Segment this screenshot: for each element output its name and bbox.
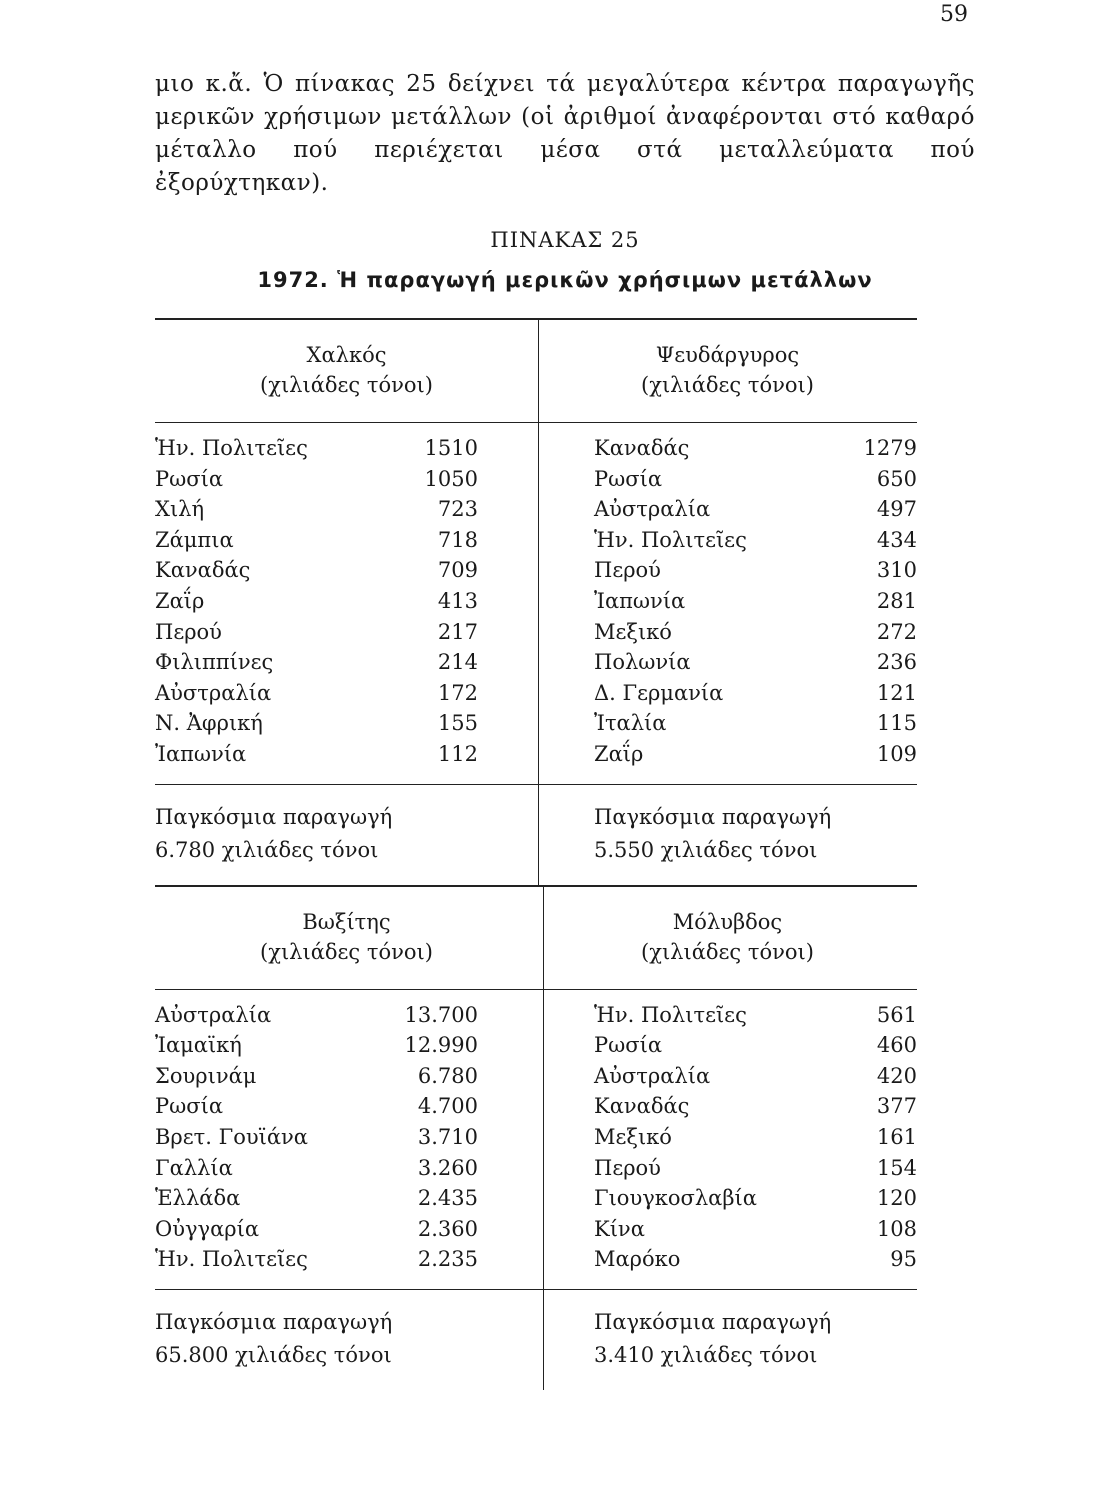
bauxite-name: Βωξίτης bbox=[302, 909, 391, 934]
country-name: Ἰαπωνία bbox=[155, 741, 247, 766]
table-row bbox=[538, 1183, 917, 1214]
production-value: 2.360 bbox=[417, 1216, 478, 1241]
production-value: 1050 bbox=[424, 466, 478, 491]
table-row bbox=[538, 708, 917, 739]
table-row bbox=[155, 464, 538, 495]
table-row bbox=[155, 433, 538, 464]
country-name: Αὐστραλία bbox=[594, 497, 711, 522]
production-value: 497 bbox=[876, 497, 917, 522]
production-value: 161 bbox=[876, 1124, 917, 1149]
lead-total-value: 3.410 χιλιάδες τόνοι bbox=[594, 1342, 818, 1367]
country-name: Ρωσία bbox=[155, 466, 224, 491]
zinc-total bbox=[538, 785, 917, 885]
country-name: Γαλλία bbox=[155, 1155, 233, 1180]
production-value: 718 bbox=[437, 527, 478, 552]
intro-paragraph: μιο κ.ἄ. Ὁ πίνακας 25 δείχνει τά μεγαλύτερα κέντρα παραγωγῆς μερικῶν χρήσιμων μετάλλων (οἱ ἀριθμοί ἀναφέρονται στό καθαρό μέταλλο πού περιέχεται μέσα στά μεταλλεύματα πού ἐξορύχτηκαν). bbox=[155, 71, 975, 196]
country-name: Πολωνία bbox=[594, 650, 691, 675]
table-row bbox=[538, 739, 917, 770]
country-name: Περού bbox=[594, 558, 661, 583]
production-value: 723 bbox=[437, 497, 478, 522]
table-row bbox=[538, 647, 917, 678]
country-name: Ἡν. Πολιτεῖες bbox=[594, 527, 747, 552]
production-value: 2.435 bbox=[417, 1186, 478, 1211]
country-name: Αὐστραλία bbox=[155, 1002, 272, 1027]
table-row bbox=[155, 739, 538, 770]
production-value: 413 bbox=[437, 588, 478, 613]
production-value: 95 bbox=[890, 1247, 917, 1272]
production-value: 109 bbox=[876, 741, 917, 766]
country-name: Ἰαμαϊκή bbox=[155, 1033, 242, 1058]
table-row bbox=[538, 464, 917, 495]
production-value: 1510 bbox=[424, 436, 478, 460]
table-row bbox=[155, 1244, 538, 1275]
bauxite-total bbox=[155, 1290, 538, 1390]
table-row bbox=[155, 1214, 538, 1245]
country-name: Ἡν. Πολιτεῖες bbox=[155, 436, 308, 460]
table-row bbox=[538, 555, 917, 586]
lead-total bbox=[538, 1290, 917, 1390]
table-row bbox=[155, 586, 538, 617]
country-name: Ρωσία bbox=[594, 1033, 663, 1058]
country-name: Καναδάς bbox=[155, 558, 251, 583]
country-name: Ἑλλάδα bbox=[155, 1186, 241, 1211]
production-value: 310 bbox=[876, 558, 917, 583]
table-row bbox=[538, 1030, 917, 1061]
lead-list bbox=[538, 990, 917, 1289]
country-name: Περού bbox=[155, 619, 222, 644]
copper-list bbox=[155, 423, 538, 784]
production-value: 434 bbox=[876, 527, 917, 552]
production-value: 121 bbox=[876, 680, 917, 705]
section-header-bauxite-lead bbox=[155, 887, 917, 989]
column-divider bbox=[538, 320, 539, 422]
bauxite-total-label: Παγκόσμια παραγωγή bbox=[155, 1309, 393, 1334]
table-title: 1972. Ἡ παραγωγή μερικῶν χρήσιμων μετάλλων bbox=[257, 268, 873, 292]
production-value: 1279 bbox=[863, 436, 917, 460]
country-name: Καναδάς bbox=[594, 436, 690, 460]
table-row bbox=[155, 1122, 538, 1153]
production-value: 4.700 bbox=[417, 1094, 478, 1119]
table-row bbox=[155, 708, 538, 739]
country-name: Σουρινάμ bbox=[155, 1063, 257, 1088]
country-name: Ζάμπια bbox=[155, 527, 234, 552]
production-value: 3.710 bbox=[417, 1124, 478, 1149]
country-name: Περού bbox=[594, 1155, 661, 1180]
bauxite-total-value: 65.800 χιλιάδες τόνοι bbox=[155, 1342, 392, 1367]
country-name: Αὐστραλία bbox=[594, 1063, 711, 1088]
table-row bbox=[538, 494, 917, 525]
table-row bbox=[155, 1000, 538, 1031]
table-row bbox=[538, 433, 917, 464]
production-value: 12.990 bbox=[404, 1033, 478, 1058]
section-list-copper-zinc bbox=[155, 423, 917, 784]
column-divider bbox=[538, 785, 539, 885]
country-name: Φιλιππίνες bbox=[155, 650, 274, 675]
production-value: 3.260 bbox=[417, 1155, 478, 1180]
zinc-total-label: Παγκόσμια παραγωγή bbox=[594, 804, 832, 829]
table-row bbox=[155, 647, 538, 678]
copper-header bbox=[155, 320, 538, 422]
table-row bbox=[538, 1153, 917, 1184]
country-name: Ἡν. Πολιτεῖες bbox=[594, 1002, 747, 1027]
table-row bbox=[155, 525, 538, 556]
bauxite-header bbox=[155, 887, 538, 989]
lead-name: Μόλυβδος bbox=[672, 909, 783, 934]
zinc-header bbox=[538, 320, 917, 422]
table-row bbox=[538, 586, 917, 617]
table-row bbox=[538, 1000, 917, 1031]
production-value: 460 bbox=[876, 1033, 917, 1058]
production-value: 377 bbox=[876, 1094, 917, 1119]
production-value: 217 bbox=[437, 619, 478, 644]
table-row bbox=[155, 494, 538, 525]
bauxite-list bbox=[155, 990, 538, 1289]
zinc-unit: (χιλιάδες τόνοι) bbox=[641, 373, 814, 397]
table-label: ΠΙΝΑΚΑΣ 25 bbox=[490, 228, 640, 252]
metals-table bbox=[155, 318, 917, 1390]
production-value: 420 bbox=[876, 1063, 917, 1088]
production-value: 155 bbox=[437, 711, 478, 736]
production-value: 120 bbox=[876, 1186, 917, 1211]
column-divider bbox=[543, 1290, 544, 1390]
table-row bbox=[155, 1183, 538, 1214]
section-header-copper-zinc bbox=[155, 320, 917, 422]
table-row bbox=[155, 678, 538, 709]
zinc-total-value: 5.550 χιλιάδες τόνοι bbox=[594, 837, 818, 862]
lead-unit: (χιλιάδες τόνοι) bbox=[641, 939, 814, 964]
section-list-bauxite-lead bbox=[155, 990, 917, 1289]
section-total-copper-zinc bbox=[155, 785, 917, 885]
copper-total-label: Παγκόσμια παραγωγή bbox=[155, 804, 393, 829]
table-row bbox=[538, 1091, 917, 1122]
production-value: 281 bbox=[876, 588, 917, 613]
table-row bbox=[538, 1061, 917, 1092]
country-name: Αὐστραλία bbox=[155, 680, 272, 705]
zinc-list bbox=[538, 423, 917, 784]
country-name: Μεξικό bbox=[594, 1124, 672, 1149]
lead-header bbox=[538, 887, 917, 989]
table-row bbox=[538, 617, 917, 648]
production-value: 154 bbox=[876, 1155, 917, 1180]
page-number: 59 bbox=[940, 2, 968, 27]
column-divider bbox=[543, 990, 544, 1289]
table-row bbox=[538, 1122, 917, 1153]
production-value: 172 bbox=[437, 680, 478, 705]
table-row bbox=[538, 525, 917, 556]
table-row bbox=[155, 555, 538, 586]
country-name: Οὐγγαρία bbox=[155, 1216, 260, 1241]
production-value: 236 bbox=[876, 650, 917, 675]
country-name: Γιουγκοσλαβία bbox=[594, 1186, 757, 1211]
production-value: 650 bbox=[876, 466, 917, 491]
column-divider bbox=[538, 423, 539, 784]
table-row bbox=[155, 1030, 538, 1061]
country-name: Καναδάς bbox=[594, 1094, 690, 1119]
country-name: Ν. Ἀφρική bbox=[155, 711, 263, 736]
production-value: 108 bbox=[876, 1216, 917, 1241]
country-name: Μεξικό bbox=[594, 619, 672, 644]
table-row bbox=[538, 1244, 917, 1275]
table-row bbox=[538, 1214, 917, 1245]
production-value: 561 bbox=[876, 1002, 917, 1027]
copper-total bbox=[155, 785, 538, 885]
copper-name: Χαλκός bbox=[306, 343, 387, 367]
country-name: Χιλή bbox=[155, 497, 205, 522]
table-row bbox=[538, 678, 917, 709]
copper-total-value: 6.780 χιλιάδες τόνοι bbox=[155, 837, 379, 862]
copper-unit: (χιλιάδες τόνοι) bbox=[260, 373, 433, 397]
country-name: Μαρόκο bbox=[594, 1247, 681, 1272]
country-name: Ρωσία bbox=[594, 466, 663, 491]
production-value: 115 bbox=[876, 711, 917, 736]
country-name: Ἰαπωνία bbox=[594, 588, 686, 613]
country-name: Ρωσία bbox=[155, 1094, 224, 1119]
country-name: Ἰταλία bbox=[594, 711, 667, 736]
production-value: 112 bbox=[437, 741, 478, 766]
table-row bbox=[155, 617, 538, 648]
production-value: 2.235 bbox=[417, 1247, 478, 1272]
column-divider bbox=[543, 887, 544, 989]
table-row bbox=[155, 1153, 538, 1184]
country-name: Κίνα bbox=[594, 1216, 645, 1241]
country-name: Δ. Γερμανία bbox=[594, 680, 724, 705]
country-name: Βρετ. Γουϊάνα bbox=[155, 1124, 308, 1149]
production-value: 13.700 bbox=[404, 1002, 478, 1027]
country-name: Ζαΐρ bbox=[155, 588, 205, 613]
table-row bbox=[155, 1061, 538, 1092]
lead-total-label: Παγκόσμια παραγωγή bbox=[594, 1309, 832, 1334]
bauxite-unit: (χιλιάδες τόνοι) bbox=[260, 939, 433, 964]
production-value: 214 bbox=[437, 650, 478, 675]
production-value: 272 bbox=[876, 619, 917, 644]
zinc-name: Ψευδάργυρος bbox=[655, 343, 800, 367]
country-name: Ζαΐρ bbox=[594, 741, 644, 766]
production-value: 6.780 bbox=[417, 1063, 478, 1088]
table-row bbox=[155, 1091, 538, 1122]
country-name: Ἡν. Πολιτεῖες bbox=[155, 1247, 308, 1272]
section-total-bauxite-lead bbox=[155, 1290, 917, 1390]
production-value: 709 bbox=[437, 558, 478, 583]
